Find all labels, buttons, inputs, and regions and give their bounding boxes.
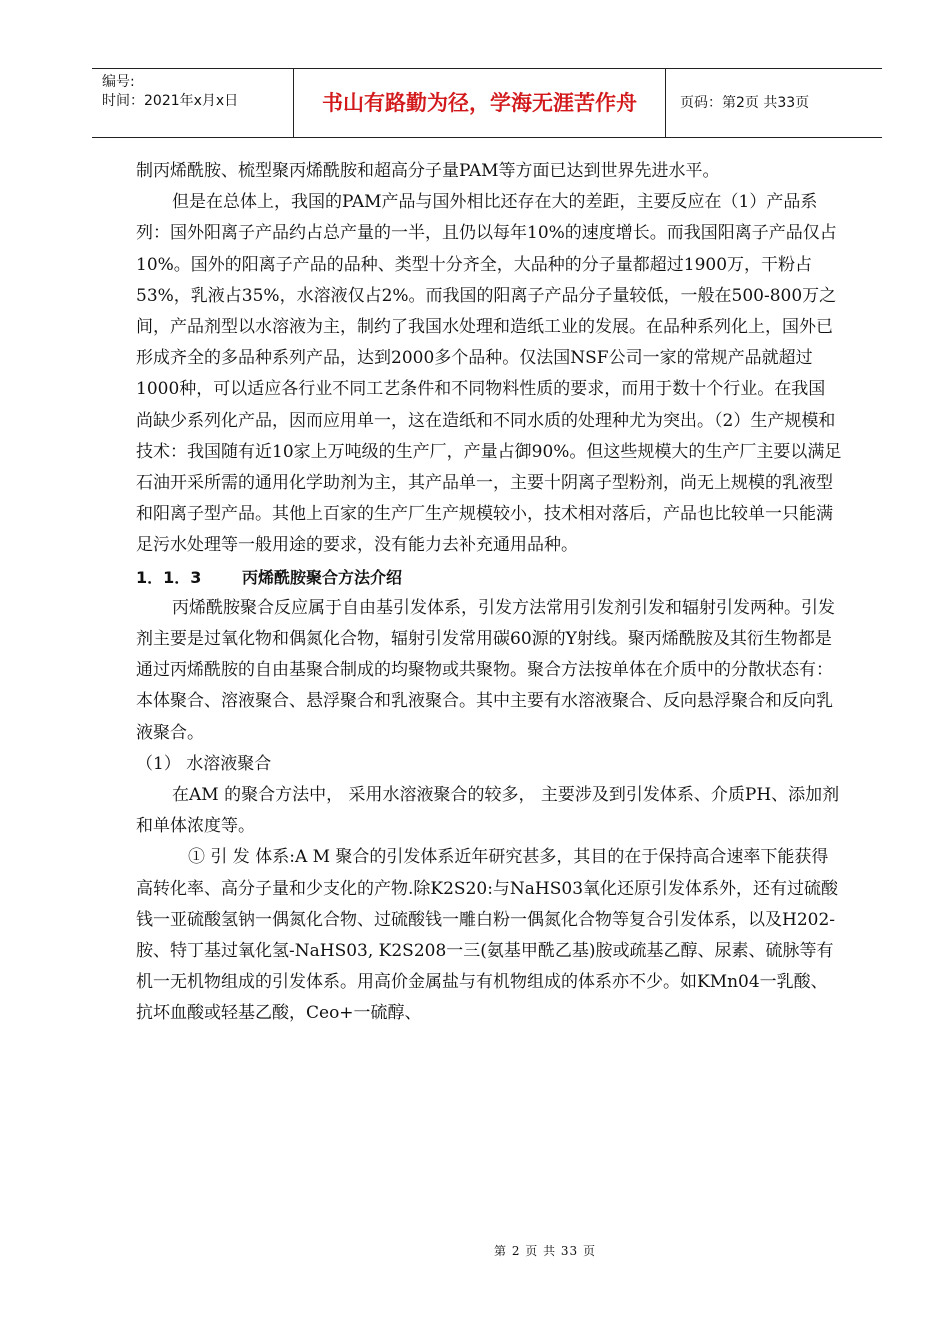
page-footer <box>0 1242 950 1259</box>
header-meta <box>92 69 294 137</box>
time-label: 时间：2021年x月x日 <box>102 93 239 109</box>
header-page-label: 页码：第2页 共33页 <box>680 95 810 111</box>
section-number: 1．1．3 <box>136 567 202 587</box>
paragraph: 丙烯酰胺聚合反应属于自由基引发体系，引发方法常用引发剂引发和辐射引发两种。引发剂主要是过氧化物和偶氮化合物，辐射引发常用碳60源的Y射线。聚丙烯酰胺及其衍生物都是通过丙烯酰胺的自由基聚合制成的均聚物或共聚物。聚合方法按单体在介质中的分散状态有：本体聚合、溶液聚合、悬浮聚合和乳液聚合。其中主要有水溶液聚合、反向悬浮聚合和反向乳液聚合。 <box>136 597 835 743</box>
footer-page-number: 第 2 页 共 33 页 <box>494 1244 596 1258</box>
subsection-heading: （1） 水溶液聚合 <box>136 753 272 774</box>
section-title: 丙烯酰胺聚合方法介绍 <box>242 567 403 587</box>
page-header <box>92 68 882 138</box>
document-body <box>136 156 842 1030</box>
paragraph: 制丙烯酰胺、梳型聚丙烯酰胺和超高分子量PAM等方面已达到世界先进水平。 <box>136 161 720 181</box>
paragraph: ① 引 发 体系:A M 聚合的引发体系近年研究甚多，其目的在于保持高合速率下能获得高转化率、高分子量和少支化的产物.除K2S20:与NaHS03氧化还原引发体系外，还有过硫酸钱一亚硫酸氢钠一偶氮化合物、过硫酸钱一雕白粉一偶氮化合物等复合引发体系，以及H202-胺、特丁基过氧化氢-NaHS03, K2S208一三(氨基甲酰乙基)胺或疏基乙醇、尿素、硫脉等有机一无机物组成的引发体系。用高价金属盐与有机物组成的体系亦不少。如KMn04一乳酸、抗坏血酸或轻基乙酸，Ceo+一硫醇、 <box>136 847 839 1024</box>
section-heading <box>136 562 842 593</box>
serial-label: 编号: <box>102 74 135 90</box>
paragraph: 但是在总体上，我国的PAM产品与国外相比还存在大的差距，主要反应在（1）产品系列：国外阳离子产品约占总产量的一半，且仍以每年10%的速度增长。而我国阳离子产品仅占10%。国外的阳离子产品的品种、类型十分齐全，大品种的分子量都超过1900万，干粉占53%，乳液占35%，水溶液仅占2%。而我国的阳离子产品分子量较低，一般在500-800万之间，产品剂型以水溶液为主，制约了我国水处理和造纸工业的发展。在品种系列化上，国外已形成齐全的多品种系列产品，达到2000多个品种。仅法国NSF公司一家的常规产品就超过1000种，可以适应各行业不同工艺条件和不同物料性质的要求，而用于数十个行业。在我国尚缺少系列化产品，因而应用单一，这在造纸和不同水质的处理种尤为突出。（2）生产规模和技术：我国随有近10家上万吨级的生产厂，产量占御90%。但这些规模大的生产厂主要以满足石油开采所需的通用化学助剂为主，其产品单一，主要十阴离子型粉剂，尚无上规模的乳液型和阳离子型产品。其他上百家的生产厂生产规模较小，技术相对落后，产品也比较单一只能满足污水处理等一般用途的要求，没有能力去补充通用品种。 <box>136 192 842 556</box>
header-motto: 书山有路勤为径，学海无涯苦作舟 <box>294 69 666 137</box>
paragraph: 在AM 的聚合方法中， 采用水溶液聚合的较多， 主要涉及到引发体系、介质PH、添加剂和单体浓度等。 <box>136 785 840 837</box>
